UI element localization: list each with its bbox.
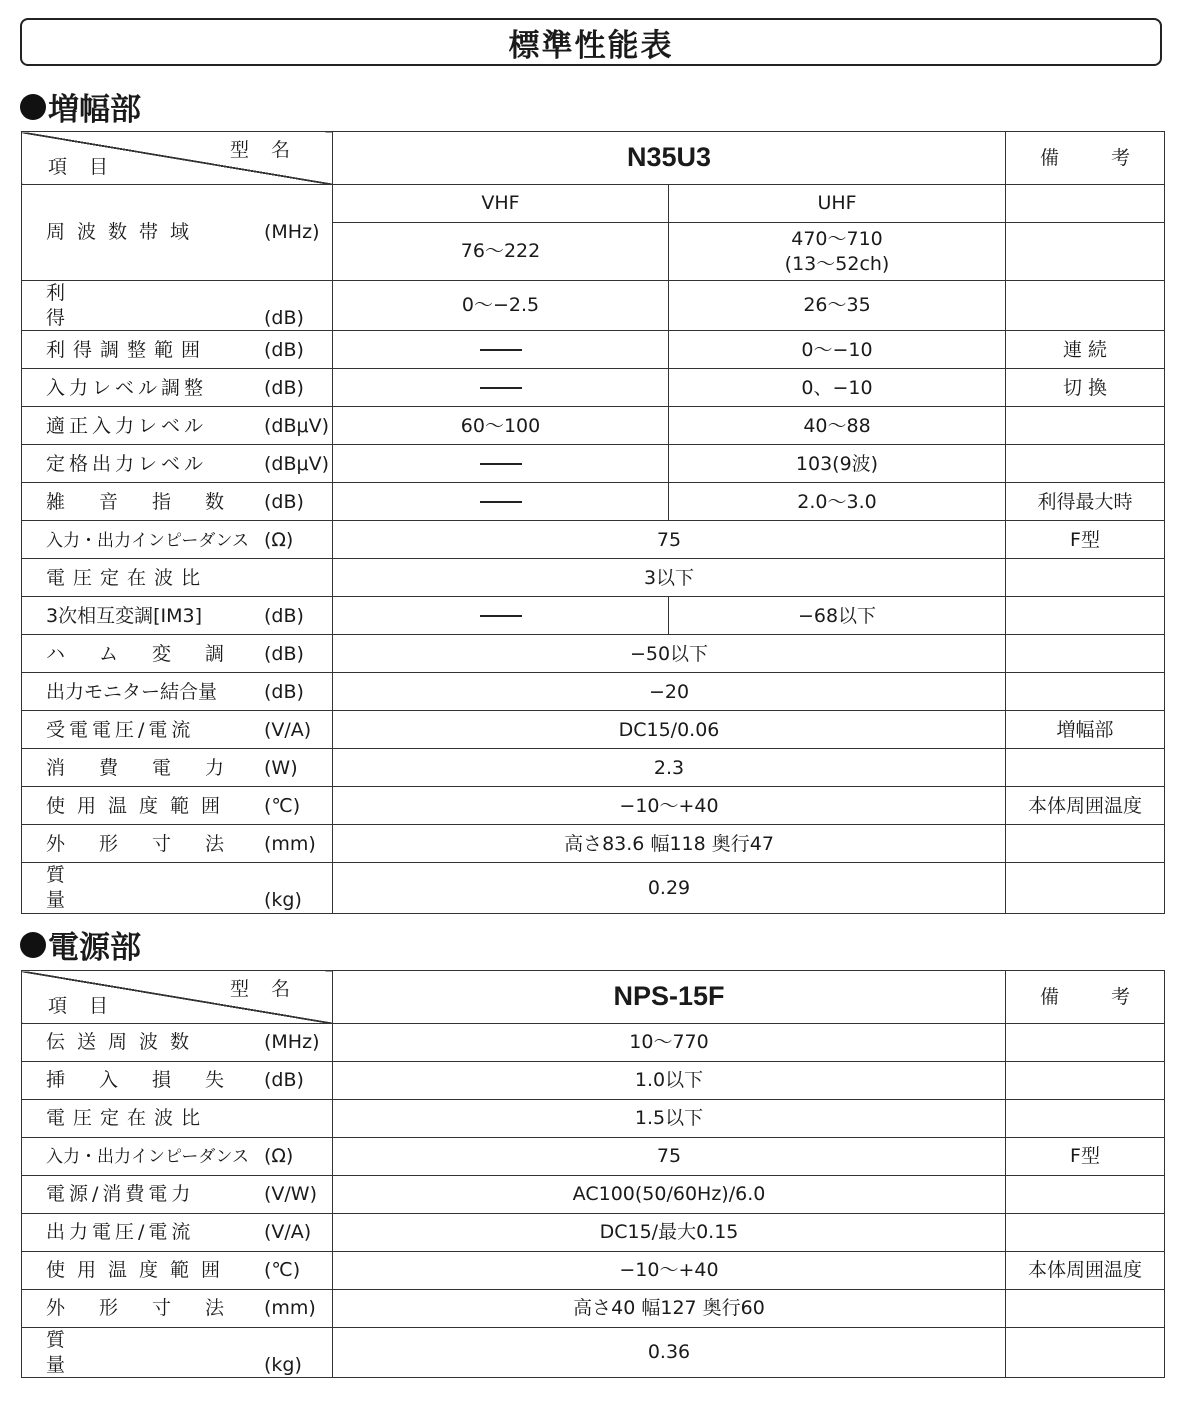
psu-model-name: NPS-15F — [333, 971, 1006, 1024]
psu-row — [22, 1328, 1165, 1378]
psu-spec-table — [21, 970, 1165, 1378]
remarks-cell — [1006, 597, 1165, 635]
amp-model-name: N35U3 — [333, 132, 1006, 185]
model-label: 型名 — [229, 978, 312, 1000]
remarks-cell — [1006, 825, 1165, 863]
amp-band-row — [22, 185, 1165, 223]
psu-row-remarks — [1006, 1290, 1165, 1328]
page-title: 標準性能表 — [20, 18, 1162, 66]
remarks-cell — [1006, 407, 1165, 445]
hum-value: −50以下 — [333, 635, 1006, 673]
remarks-cell — [1006, 281, 1165, 331]
noise-remarks: 利得最大時 — [1006, 483, 1165, 521]
psu-row-remarks — [1006, 1062, 1165, 1100]
impedance-remarks: F型 — [1006, 521, 1165, 559]
mass-value: 0.29 — [333, 863, 1006, 913]
gain-adj-vhf-dash — [333, 331, 669, 369]
psu-diagonal-header — [22, 971, 333, 1024]
amp-hum-row — [22, 635, 1165, 673]
psu-row-label: 外形寸法 (mm) — [22, 1290, 333, 1328]
amp-header-row — [22, 132, 1165, 185]
psu-row — [22, 1214, 1165, 1252]
noise-vhf-dash — [333, 483, 669, 521]
remarks-cell — [1006, 863, 1165, 913]
rated-output-uhf: 103(9波) — [669, 445, 1006, 483]
amp-gain-row — [22, 281, 1165, 331]
freq-vhf: 76〜222 — [333, 223, 669, 281]
row-label-dims: 外形寸法 (mm) — [22, 825, 333, 863]
amp-gain-adj-row — [22, 331, 1165, 369]
remarks-cell — [1006, 445, 1165, 483]
temp-value: −10〜+40 — [333, 787, 1006, 825]
amp-noise-row — [22, 483, 1165, 521]
psu-row-value: 75 — [333, 1138, 1006, 1176]
psu-header-row — [22, 971, 1165, 1024]
psu-row-value: 1.5以下 — [333, 1100, 1006, 1138]
psu-row-remarks: 本体周囲温度 — [1006, 1252, 1165, 1290]
psu-row-label: 入力・出力インピーダンス (Ω) — [22, 1138, 333, 1176]
psu-row — [22, 1176, 1165, 1214]
row-label-power-in: 受電電圧/電流 (V/A) — [22, 711, 333, 749]
freq-uhf: 470〜710 (13〜52ch) — [669, 223, 1006, 281]
psu-row — [22, 1252, 1165, 1290]
psu-row-label: 電圧定在波比 — [22, 1100, 333, 1138]
power-in-remarks: 増幅部 — [1006, 711, 1165, 749]
dims-value: 高さ83.6 幅118 奥行47 — [333, 825, 1006, 863]
psu-row-remarks — [1006, 1024, 1165, 1062]
psu-row-remarks — [1006, 1214, 1165, 1252]
proper-input-vhf: 60〜100 — [333, 407, 669, 445]
psu-section-heading — [20, 922, 141, 967]
psu-row-value: −10〜+40 — [333, 1252, 1006, 1290]
amp-diagonal-header — [22, 132, 333, 185]
row-label-noise: 雑音指数 (dB) — [22, 483, 333, 521]
amp-impedance-row — [22, 521, 1165, 559]
gain-vhf: 0〜−2.5 — [333, 281, 669, 331]
psu-row — [22, 1138, 1165, 1176]
psu-row — [22, 1024, 1165, 1062]
psu-row-label: 電源/消費電力 (V/W) — [22, 1176, 333, 1214]
item-label: 項目 — [48, 995, 131, 1018]
amp-power-in-row — [22, 711, 1165, 749]
remarks-cell — [1006, 673, 1165, 711]
psu-row-remarks: F型 — [1006, 1138, 1165, 1176]
impedance-value: 75 — [333, 521, 1006, 559]
psu-remarks-header: 備 考 — [1006, 971, 1165, 1024]
amp-rated-output-row — [22, 445, 1165, 483]
psu-row-value: AC100(50/60Hz)/6.0 — [333, 1176, 1006, 1214]
bullet-icon — [20, 932, 46, 958]
remarks-cell — [1006, 559, 1165, 597]
amp-mass-row — [22, 863, 1165, 913]
psu-row-label: 使用温度範囲 (℃) — [22, 1252, 333, 1290]
amp-heading-text: 増幅部 — [48, 92, 141, 128]
row-label-monitor: 出力モニター結合量 (dB) — [22, 673, 333, 711]
psu-row-label: 伝送周波数 (MHz) — [22, 1024, 333, 1062]
row-label-impedance: 入力・出力インピーダンス (Ω) — [22, 521, 333, 559]
psu-row-value: 高さ40 幅127 奥行60 — [333, 1290, 1006, 1328]
consumption-value: 2.3 — [333, 749, 1006, 787]
amp-input-adj-row — [22, 369, 1165, 407]
row-label-rated-output: 定格出力レベル (dBμV) — [22, 445, 333, 483]
amp-monitor-row — [22, 673, 1165, 711]
row-label-gain-adj: 利得調整範囲 (dB) — [22, 331, 333, 369]
noise-uhf: 2.0〜3.0 — [669, 483, 1006, 521]
amp-proper-input-row — [22, 407, 1165, 445]
gain-adj-uhf: 0〜−10 — [669, 331, 1006, 369]
remarks-cell — [1006, 635, 1165, 673]
psu-row-value: DC15/最大0.15 — [333, 1214, 1006, 1252]
psu-row-label: 質量 (kg) — [22, 1328, 333, 1378]
row-label-vswr: 電圧定在波比 — [22, 559, 333, 597]
psu-row-label: 挿入損失 (dB) — [22, 1062, 333, 1100]
amp-spec-table — [21, 131, 1165, 914]
psu-row — [22, 1062, 1165, 1100]
input-adj-vhf-dash — [333, 369, 669, 407]
amp-section-heading — [20, 84, 141, 129]
power-in-value: DC15/0.06 — [333, 711, 1006, 749]
row-label-input-adj: 入力レベル調整 (dB) — [22, 369, 333, 407]
proper-input-uhf: 40〜88 — [669, 407, 1006, 445]
vswr-value: 3以下 — [333, 559, 1006, 597]
psu-row-value: 1.0以下 — [333, 1062, 1006, 1100]
row-label-hum: ハム変調 (dB) — [22, 635, 333, 673]
row-label-mass: 質量 (kg) — [22, 863, 333, 913]
row-label-gain: 利得 (dB) — [22, 281, 333, 331]
psu-row-label: 出力電圧/電流 (V/A) — [22, 1214, 333, 1252]
psu-heading-text: 電源部 — [48, 930, 141, 966]
amp-remarks-header: 備 考 — [1006, 132, 1165, 185]
im3-uhf: −68以下 — [669, 597, 1006, 635]
row-label-proper-input: 適正入力レベル (dBμV) — [22, 407, 333, 445]
amp-vswr-row — [22, 559, 1165, 597]
psu-row-remarks — [1006, 1328, 1165, 1378]
psu-row-remarks — [1006, 1176, 1165, 1214]
gain-adj-remarks: 連 続 — [1006, 331, 1165, 369]
temp-remarks: 本体周囲温度 — [1006, 787, 1165, 825]
model-label: 型名 — [229, 139, 312, 161]
rated-output-vhf-dash — [333, 445, 669, 483]
remarks-cell — [1006, 223, 1165, 281]
bullet-icon — [20, 94, 46, 120]
row-label-im3: 3次相互変調[IM3] (dB) — [22, 597, 333, 635]
input-adj-remarks: 切 換 — [1006, 369, 1165, 407]
band-uhf: UHF — [669, 185, 1006, 223]
remarks-cell — [1006, 749, 1165, 787]
psu-row — [22, 1100, 1165, 1138]
psu-row-remarks — [1006, 1100, 1165, 1138]
amp-consumption-row — [22, 749, 1165, 787]
input-adj-uhf: 0、−10 — [669, 369, 1006, 407]
psu-row-value: 10〜770 — [333, 1024, 1006, 1062]
amp-temp-row — [22, 787, 1165, 825]
band-vhf: VHF — [333, 185, 669, 223]
monitor-value: −20 — [333, 673, 1006, 711]
im3-vhf-dash — [333, 597, 669, 635]
psu-row-value: 0.36 — [333, 1328, 1006, 1378]
row-label-consumption: 消費電力 (W) — [22, 749, 333, 787]
gain-uhf: 26〜35 — [669, 281, 1006, 331]
amp-dims-row — [22, 825, 1165, 863]
item-label: 項目 — [48, 156, 131, 179]
row-label-temp: 使用温度範囲 (℃) — [22, 787, 333, 825]
row-label-freq: 周波数帯域 (MHz) — [22, 185, 333, 281]
remarks-cell — [1006, 185, 1165, 223]
psu-row — [22, 1290, 1165, 1328]
amp-im3-row — [22, 597, 1165, 635]
